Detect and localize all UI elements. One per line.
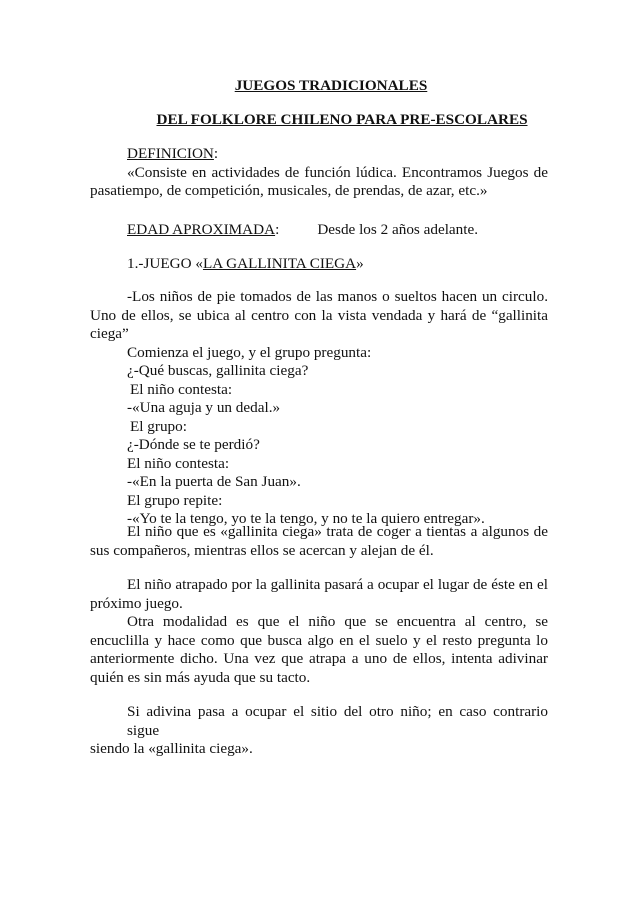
dialogue-line: El niño contesta:	[130, 380, 233, 398]
paragraph-line: -Los niños de pie tomados de las manos o sueltos hacen un circulo.	[127, 288, 548, 305]
game-heading: 1.-JUEGO «LA GALLINITA CIEGA»	[127, 255, 364, 272]
game-name: LA GALLINITA CIEGA	[202, 255, 357, 272]
paragraph-line: anteriormente dicho. Una vez que atrapa a uno de ellos, intenta adivinar	[90, 650, 548, 667]
paragraph-line: Si adivina pasa a ocupar el sitio del otro niño; en caso contrario sigue	[127, 703, 548, 739]
paragraph-line: Otra modalidad es que el niño que se encuentra al centro, se	[127, 613, 548, 630]
definition-section: DEFINICION: «Consiste en actividades de función lúdica. Encontramos Juegos de pasatiempo, de competición, musicales, de prendas, de azar, etc.»	[90, 145, 548, 199]
dialogue-line: ¿-Dónde se te perdió?	[127, 436, 260, 453]
definition-text-line: pasatiempo, de competición, musicales, de prendas, de azar, etc.»	[90, 182, 488, 199]
dialogue-line: -«Una aguja y un dedal.»	[127, 399, 281, 416]
paragraph	[90, 703, 548, 759]
definition-text-line: «Consiste en actividades de función lúdica. Encontramos Juegos de	[127, 163, 548, 181]
paragraph-line: sus compañeros, mientras ellos se acercan y alejan de él.	[90, 541, 434, 559]
paragraph-line: quién es sin más ayuda que su tacto.	[90, 668, 311, 686]
age-value: Desde los 2 años adelante.	[317, 221, 479, 238]
definition-label: DEFINICION	[127, 145, 214, 162]
document-title: JUEGOS TRADICIONALES	[234, 77, 428, 94]
dialogue-line: ¿-Qué buscas, gallinita ciega?	[127, 362, 309, 379]
paragraph	[90, 613, 548, 687]
age-section: EDAD APROXIMADA: Desde los 2 años adelante.	[127, 221, 479, 238]
paragraph-line: siendo la «gallinita ciega».	[90, 740, 253, 757]
paragraph-line: El niño atrapado por la gallinita pasará a ocupar el lugar de éste en el	[127, 576, 548, 593]
dialogue-line: El niño contesta:	[127, 454, 230, 472]
paragraph	[90, 576, 548, 613]
dialogue-line: Comienza el juego, y el grupo pregunta:	[127, 343, 372, 361]
game-description	[90, 288, 548, 529]
paragraph-line: El niño que es «gallinita ciega» trata de coger a tientas a algunos de	[127, 523, 548, 540]
dialogue-line: El grupo repite:	[127, 491, 223, 509]
dialogue-line: El grupo:	[130, 417, 187, 435]
age-label: EDAD APROXIMADA	[127, 221, 276, 238]
paragraph-line: encuclilla y hace como que busca algo en el suelo y el resto pregunta lo	[90, 631, 548, 649]
dialogue-line: -«Yo te la tengo, yo te la tengo, y no te la quiero entregar».	[127, 510, 485, 527]
dialogue-line: -«En la puerta de San Juan».	[127, 473, 301, 490]
paragraph	[90, 523, 548, 560]
paragraph-line: ciega”	[90, 325, 129, 342]
document-subtitle: DEL FOLKLORE CHILENO PARA PRE-ESCOLARES	[156, 111, 528, 128]
paragraph-line: próximo juego.	[90, 594, 183, 612]
paragraph-line: Uno de ellos, se ubica al centro con la vista vendada y hará de “gallinita	[90, 306, 548, 324]
